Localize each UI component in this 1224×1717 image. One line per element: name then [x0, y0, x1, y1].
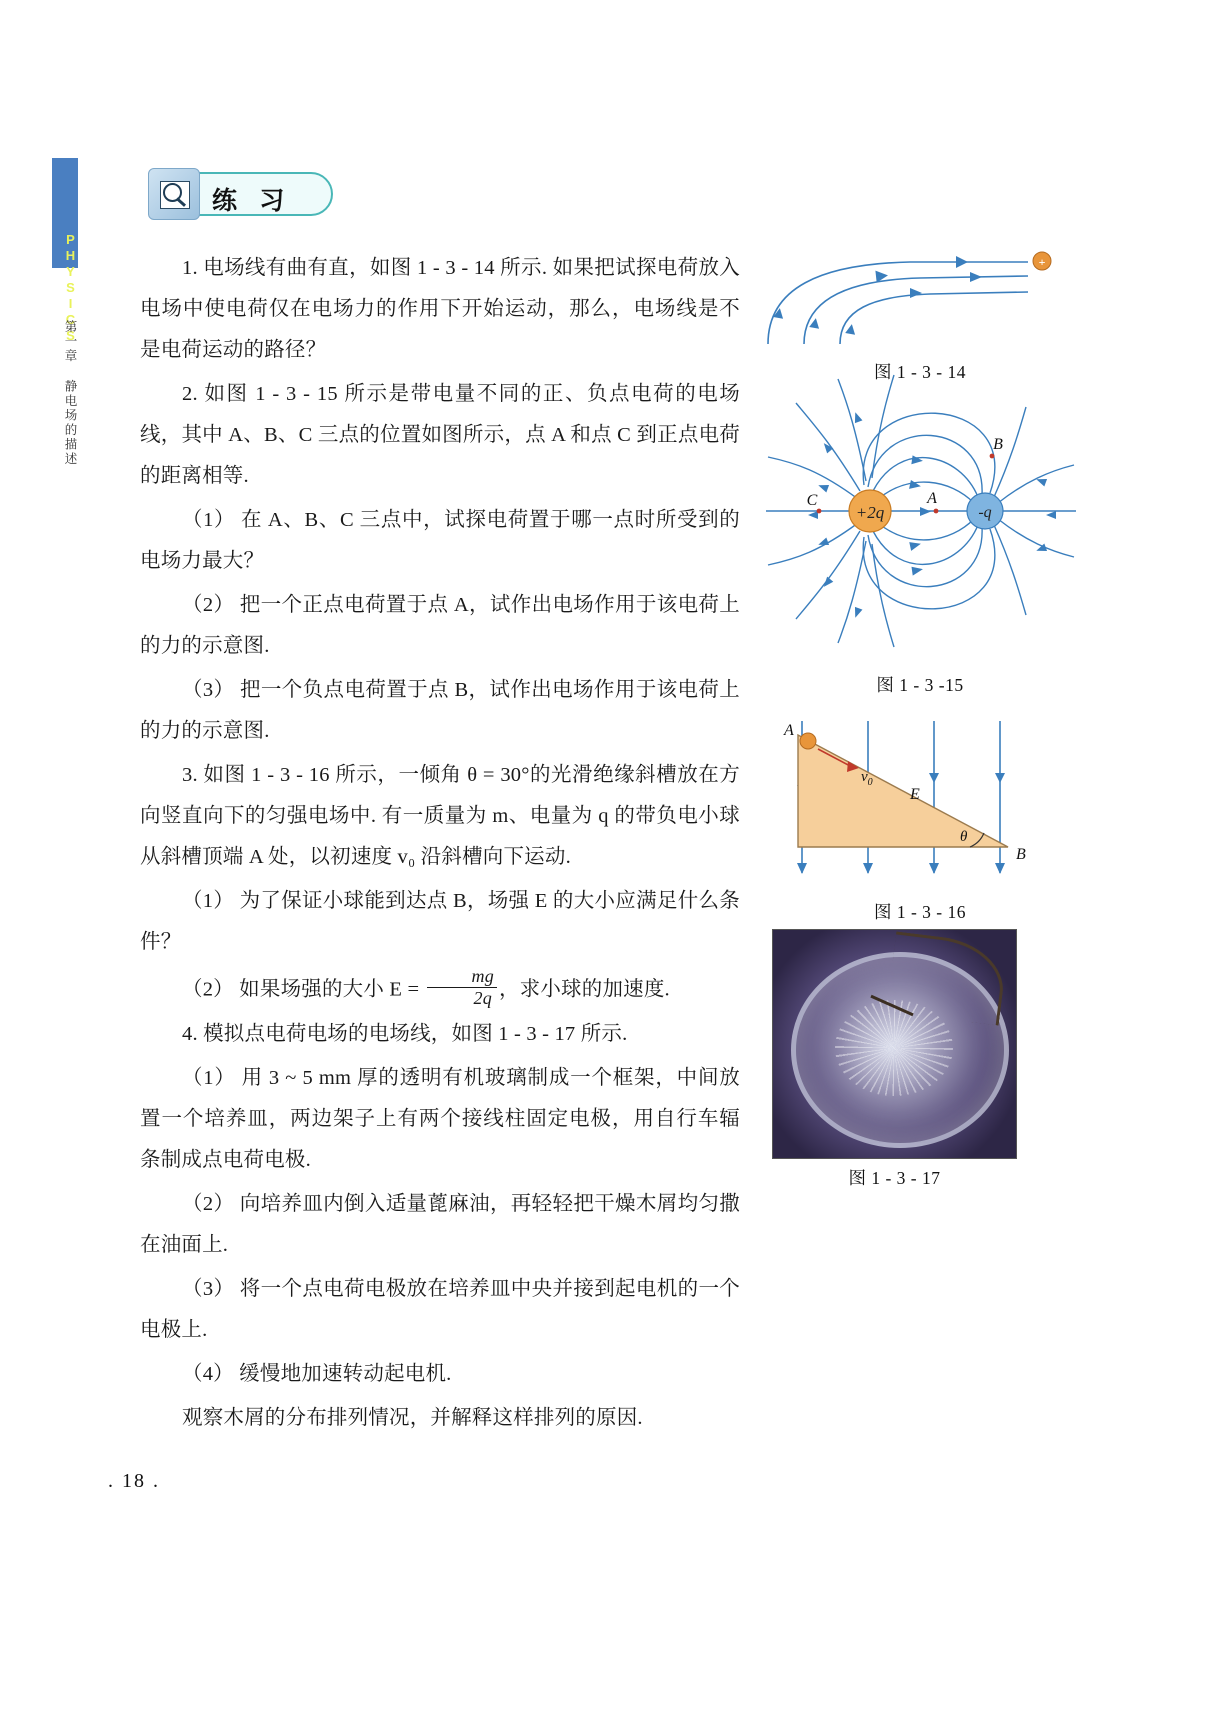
svg-text:v0: $v_0$ — [861, 769, 873, 788]
exercise-item: （3） 把一个负点电荷置于点 B，试作出电场作用于该电荷上的力的示意图. — [140, 679, 740, 742]
figure-1-3-15 — [760, 361, 1080, 695]
exercise-item: 观察木屑的分布排列情况，并解释这样排列的原因. — [182, 1406, 643, 1429]
figure-caption: 图 1 - 3 - 14 — [873, 362, 967, 382]
petri-dish-photo — [772, 929, 1017, 1159]
fraction-mg-2q — [427, 966, 497, 1008]
svg-text:B: B — [1016, 846, 1026, 863]
sidebar-subject-label: PHYSICS — [63, 232, 78, 344]
svg-text:A: A — [927, 490, 937, 507]
svg-text:B: B — [993, 436, 1003, 453]
figure-1-3-17 — [772, 929, 1017, 1188]
exercise-item: 4. 模拟点电荷电场的电场线，如图 1 - 3 - 17 所示. — [182, 1022, 628, 1045]
magnifier-document-icon — [148, 168, 200, 220]
figure-1-3-14 — [760, 248, 1080, 382]
exercise-item: （3） 将一个点电荷电极放在培养皿中央并接到起电机的一个电极上. — [140, 1277, 740, 1341]
exercise-item: 3. 如图 1 - 3 - 16 所示，一倾角 θ = 30°的光滑绝缘斜槽放在方向竖直向下的匀强电场中. 有一质量为 m、电量为 q 的带负电小球从斜槽顶端 A 处，以初速度 v₀ 沿斜槽向下运动. — [140, 764, 740, 868]
section-header — [140, 168, 335, 220]
sidebar-chapter-label: 第一章 静电场的描述 — [63, 320, 77, 467]
exercise-item-with-fraction — [140, 966, 740, 1011]
figure-1-3-16 — [760, 713, 1080, 922]
section-title: 练 习 — [212, 188, 293, 215]
svg-text:+2q: +2q — [855, 503, 885, 522]
exercise-item: （1） 用 3 ~ 5 mm 厚的透明有机玻璃制成一个框架，中间放置一个培养皿，两边架子上有两个接线柱固定电极，用自行车辐条制成点电荷电极. — [140, 1066, 740, 1171]
exercise-item: （1） 为了保证小球能到达点 B，场强 E 的大小应满足什么条件？ — [140, 890, 740, 953]
fraction-denominator: 2q — [427, 987, 497, 1009]
svg-text:C: C — [806, 492, 818, 509]
svg-text:E: E — [910, 786, 920, 803]
svg-text:A: A — [784, 722, 794, 739]
page-number: . 18 . — [108, 1470, 160, 1492]
fraction-trail-text: ，求小球的加速度. — [498, 978, 670, 1001]
exercise-item: （2） 把一个正点电荷置于点 A，试作出电场作用于该电荷上的力的示意图. — [140, 594, 740, 657]
exercise-item: （4） 缓慢地加速转动起电机. — [182, 1362, 452, 1385]
svg-text:+: + — [1038, 255, 1046, 269]
exercise-text-column — [140, 248, 740, 1442]
figure-caption: 图 1 - 3 - 17 — [848, 1168, 941, 1188]
svg-text:θ: θ — [960, 829, 968, 845]
svg-text:-q: -q — [978, 504, 992, 521]
fraction-lead-text: （2） 如果场强的大小 E = — [182, 978, 425, 1001]
exercise-item: （1） 在 A、B、C 三点中，试探电荷置于哪一点时所受到的电场力最大？ — [140, 509, 740, 572]
exercise-item: 2. 如图 1 - 3 - 15 所示是带电量不同的正、负点电荷的电场线，其中 A、B、C 三点的位置如图所示，点 A 和点 C 到正点电荷的距离相等. — [140, 383, 740, 487]
exercise-item: 1. 电场线有曲有直，如图 1 - 3 - 14 所示. 如果把试探电荷放入电场中使电荷仅在电场力的作用下开始运动，那么，电场线是不是电荷运动的路径？ — [140, 257, 740, 361]
exercise-item: （2） 向培养皿内倒入适量蓖麻油，再轻轻把干燥木屑均匀撒在油面上. — [140, 1192, 740, 1256]
figure-caption: 图 1 - 3 - 16 — [873, 902, 967, 922]
fraction-numerator: mg — [471, 966, 494, 986]
figure-column — [760, 248, 1090, 1188]
figure-caption: 图 1 - 3 -15 — [876, 675, 964, 695]
